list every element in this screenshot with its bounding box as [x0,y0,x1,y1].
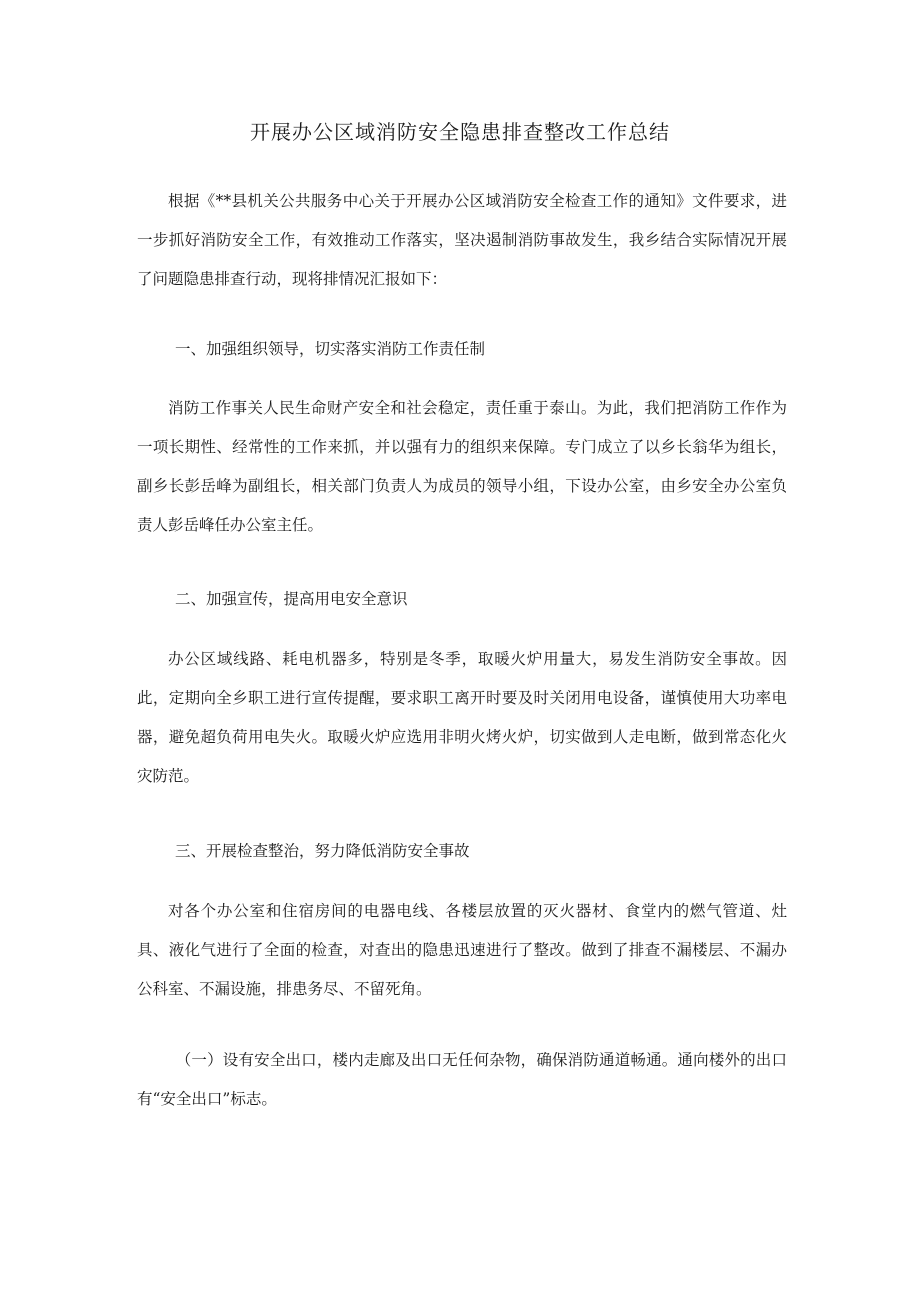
section-3-paragraph: 对各个办公室和住宿房间的电器电线、各楼层放置的灭火器材、食堂内的燃气管道、灶具、液化气进行了全面的检查，对查出的隐患迅速进行了整改。做到了排查不漏楼层、不漏办公科室、不漏设施，排患务尽、不留死角。 [137,902,787,998]
intro-paragraph: 根据《**县机关公共服务中心关于开展办公区域消防安全检查工作的通知》文件要求，进一步抓好消防安全工作，有效推动工作落实，坚决遏制消防事故发生，我乡结合实际情况开展了问题隐患排查行动，现将排情况汇报如下： [137,192,787,288]
document-title: 开展办公区域消防安全隐患排查整改工作总结 [250,120,670,144]
section-3-heading: 三、开展检查整治，努力降低消防安全事故 [175,842,470,860]
section-2-paragraph: 办公区域线路、耗电机器多，特别是冬季，取暖火炉用量大，易发生消防安全事故。因此，定期向全乡职工进行宣传提醒，要求职工离开时要及时关闭用电设备，谨慎使用大功率电器，避免超负荷用电失火。取暖火炉应选用非明火烤火炉，切实做到人走电断，做到常态化火灾防范。 [137,650,787,785]
section-1-paragraph: 消防工作事关人民生命财产安全和社会稳定，责任重于泰山。为此，我们把消防工作作为一项长期性、经常性的工作来抓，并以强有力的组织来保障。专门成立了以乡长翁华为组长，副乡长彭岳峰为副组长，相关部门负责人为成员的领导小组，下设办公室，由乡安全办公室负责人彭岳峰任办公室主任。 [137,399,787,534]
section-1-heading: 一、加强组织领导，切实落实消防工作责任制 [175,340,486,358]
section-3-item-1: （一）设有安全出口，楼内走廊及出口无任何杂物，确保消防通道畅通。通向楼外的出口有“安全出口”标志。 [137,1051,787,1108]
section-2-heading: 二、加强宣传，提高用电安全意识 [175,590,408,608]
